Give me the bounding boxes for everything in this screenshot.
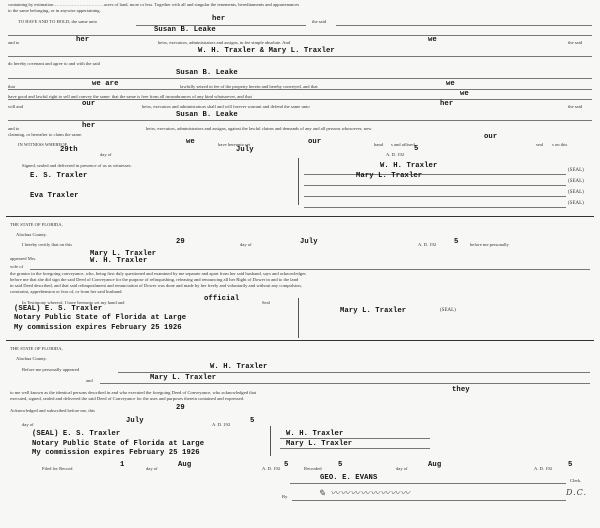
grantee-1: her bbox=[212, 15, 226, 23]
ack2-signer-2: Mary L. Traxler bbox=[286, 440, 353, 448]
witness-intro: IN WITNESS WHEREOF, bbox=[18, 142, 68, 147]
ack2-name-2: Mary L. Traxler bbox=[150, 374, 217, 382]
ack1-before: before me personally bbox=[470, 242, 509, 247]
our-1: our bbox=[308, 138, 322, 146]
ack1-mrs-name: Mary L. Traxler bbox=[90, 250, 157, 258]
seal-2: (SEAL) bbox=[568, 179, 584, 184]
signer-2: Mary L. Traxler bbox=[356, 172, 423, 180]
ack1-seal: (SEAL) bbox=[440, 308, 456, 313]
deed-line1b: to the same belonging, or in anywise appertaining. bbox=[8, 8, 101, 13]
ack1-seal-word: Seal bbox=[262, 300, 270, 305]
ack2-signer-1: W. H. Traxler bbox=[286, 430, 344, 438]
ack1-commission: My commission expires February 25 1926 bbox=[14, 324, 182, 332]
rec-day: 5 bbox=[338, 461, 343, 469]
grantor-1: we bbox=[428, 36, 437, 44]
filed-month: Aug bbox=[178, 461, 192, 469]
witness-we: we bbox=[186, 138, 195, 146]
ack2-known: to me well known as the identical persons described in and who executed the foregoing Deed of Conveyance, who acknowledged that bbox=[10, 390, 257, 395]
ack2-executed: executed, signed, sealed and delivered the said Deed of Conveyance for the uses and purposes therein contained and expressed. bbox=[10, 396, 245, 401]
clerk-label: Clerk. bbox=[570, 478, 582, 483]
grantor-2: we are bbox=[92, 80, 119, 88]
grantor-names: W. H. Traxler & Mary L. Traxler bbox=[198, 47, 335, 55]
filed-label: Filed for Record bbox=[42, 466, 73, 471]
filed-ad: A. D. 192 bbox=[262, 466, 281, 471]
have-good: have good and lawful right to sell and convey the same: that the same is free from all incumbrances of any kind whatsoever, and that bbox=[8, 94, 252, 99]
that-1: that bbox=[8, 84, 15, 89]
grantee-name-3: Susan B. Leake bbox=[176, 111, 238, 119]
ack1-certify: I hereby certify that on this bbox=[22, 242, 72, 247]
seal-4: (SEAL) bbox=[568, 201, 584, 206]
signed-text: Signed, sealed and delivered in presence of us as witnesses: bbox=[22, 163, 132, 168]
grantor-5: our bbox=[82, 100, 96, 108]
ack2-subscribed: Acknowledged and subscribed before me, this bbox=[10, 408, 95, 413]
ack2-day: 29 bbox=[176, 404, 185, 412]
filed-day-of: day of bbox=[146, 466, 158, 471]
ack1-year: 5 bbox=[454, 238, 459, 246]
by-label: By bbox=[282, 494, 288, 499]
hand: hand bbox=[374, 142, 383, 147]
recorded-label: Recorded bbox=[304, 466, 322, 471]
ack1-day-of: day of bbox=[240, 242, 252, 247]
rec-ad: A. D. 192 bbox=[534, 466, 553, 471]
seal-3: (SEAL) bbox=[568, 190, 584, 195]
grantee-2: her bbox=[76, 36, 90, 44]
ack1-official: official bbox=[204, 295, 240, 303]
heirs-clause: heirs, executors, administrators and assigns, in fee simple absolute. And bbox=[158, 40, 291, 45]
lawful-claims: heirs, executors, administrators and assigns, against the lawful claims and demands of any and all persons whosoever, now bbox=[146, 126, 372, 131]
grantee-name-2: Susan B. Leake bbox=[176, 69, 238, 77]
the-said-2: the said bbox=[568, 40, 583, 45]
ack1-county: Alachua County. bbox=[16, 232, 47, 237]
ack1-body1: the grantor in the foregoing conveyance, who, being first duly questioned and examined by me separate and apart from her said husband, says and acknowledges bbox=[10, 271, 306, 276]
and-to-1: and to bbox=[8, 40, 20, 45]
grantor-4: we bbox=[460, 90, 469, 98]
grantee-name-1: Susan B. Leake bbox=[154, 26, 216, 34]
ack1-notary-title: Notary Public State of Florida at Large bbox=[14, 314, 187, 322]
seal-word: seal bbox=[536, 142, 544, 147]
day-num: 29th bbox=[60, 146, 78, 154]
and-to-2: and to bbox=[8, 126, 20, 131]
claiming: claiming, or hereafter to claim the same. bbox=[8, 132, 83, 137]
deed-line1: containing by estimation……………………………acres of land, more or less. Together with all and singular the tenements, hereditaments and appurtenances bbox=[8, 2, 300, 7]
ack2-and: and bbox=[86, 378, 93, 383]
the-said-1: the said bbox=[312, 19, 327, 24]
warrant-clause: heirs, executors and administrators shall and will forever warrant and defend the same unto bbox=[142, 104, 310, 109]
lawfully-seized: lawfully seized in fee of the property herein and hereby conveyed, and that bbox=[180, 84, 318, 89]
the-said-3: the said bbox=[568, 104, 583, 109]
ack1-testimony: In Testimony whereof, I have hereunto set my hand and bbox=[22, 300, 125, 305]
month-w: July bbox=[236, 146, 254, 154]
ack2-notary-seal: (SEAL) E. S. Traxler bbox=[32, 430, 121, 438]
ack2-year: 5 bbox=[250, 417, 255, 425]
to-have: TO HAVE AND TO HOLD, the same unto bbox=[18, 19, 98, 24]
grantee-3: her bbox=[440, 100, 454, 108]
witness-2: Eva Traxler bbox=[30, 192, 79, 200]
ack2-day-of: day of bbox=[22, 422, 34, 427]
ack1-state: THE STATE OF FLORIDA, bbox=[10, 222, 63, 227]
our-2: our bbox=[484, 133, 498, 141]
have-hereunto: have hereunto set bbox=[218, 142, 251, 147]
rec-day-of: day of bbox=[396, 466, 408, 471]
grantee-4: her bbox=[82, 122, 96, 130]
rec-year: 5 bbox=[568, 461, 573, 469]
seal-1: (SEAL) bbox=[568, 168, 584, 173]
grantor-3: we bbox=[446, 80, 455, 88]
ad-w: A. D. 192 bbox=[386, 152, 405, 157]
ack2-they: they bbox=[452, 386, 470, 394]
ack1-wife-of: wife of bbox=[10, 264, 24, 269]
ack1-signer: Mary L. Traxler bbox=[340, 307, 407, 315]
ack1-day: 29 bbox=[176, 238, 185, 246]
ack1-body4: constraint, apprehension or fear of, or from her said husband. bbox=[10, 289, 123, 294]
ack2-county: Alachua County. bbox=[16, 356, 47, 361]
filed-year: 5 bbox=[284, 461, 289, 469]
ack1-appeared: appeared Mrs. bbox=[10, 256, 37, 261]
ack1-body2: before me that she did sign the said Deed of Conveyance for the purpose of relinquishing, releasing and renouncing all her Right of Dower in and to the land bbox=[10, 277, 299, 282]
ack2-month: July bbox=[126, 417, 144, 425]
witness-1: E. S. Traxler bbox=[30, 172, 88, 180]
will-and: will and bbox=[8, 104, 23, 109]
ack2-commission: My commission expires February 25 1926 bbox=[32, 449, 200, 457]
ack1-body3: in said Deed described, and that said relinquishment and renunciation of Dower was done and made by her freely and voluntarily and without any compulsion, bbox=[10, 283, 302, 288]
ack2-ad: A. D. 192 bbox=[212, 422, 231, 427]
ack2-before: Before me personally appeared bbox=[22, 367, 80, 372]
ack2-state: THE STATE OF FLORIDA, bbox=[10, 346, 63, 351]
day-of-w: day of bbox=[100, 152, 112, 157]
ack1-notary-seal: (SEAL) E. S. Traxler bbox=[14, 305, 103, 313]
ack1-husband: W. H. Traxler bbox=[90, 257, 148, 265]
ack2-notary-title: Notary Public State of Florida at Large bbox=[32, 440, 205, 448]
ack1-ad: A. D. 192 bbox=[418, 242, 437, 247]
rec-month: Aug bbox=[428, 461, 442, 469]
ack2-name-1: W. H. Traxler bbox=[210, 363, 268, 371]
dc-label: D.C. bbox=[566, 488, 588, 497]
ack1-month: July bbox=[300, 238, 318, 246]
year-w: 5 bbox=[414, 145, 419, 153]
deputy-signature: ✎ 〰〰〰〰〰〰〰〰 bbox=[318, 489, 411, 499]
filed-day: 1 bbox=[120, 461, 125, 469]
covenant: do hereby covenant and agree to and with the said bbox=[8, 61, 100, 66]
affixed: s and affixed bbox=[391, 142, 415, 147]
clerk-name: GEO. E. EVANS bbox=[320, 474, 378, 482]
s-on-this: s on this bbox=[552, 142, 568, 147]
signer-1: W. H. Traxler bbox=[380, 162, 438, 170]
